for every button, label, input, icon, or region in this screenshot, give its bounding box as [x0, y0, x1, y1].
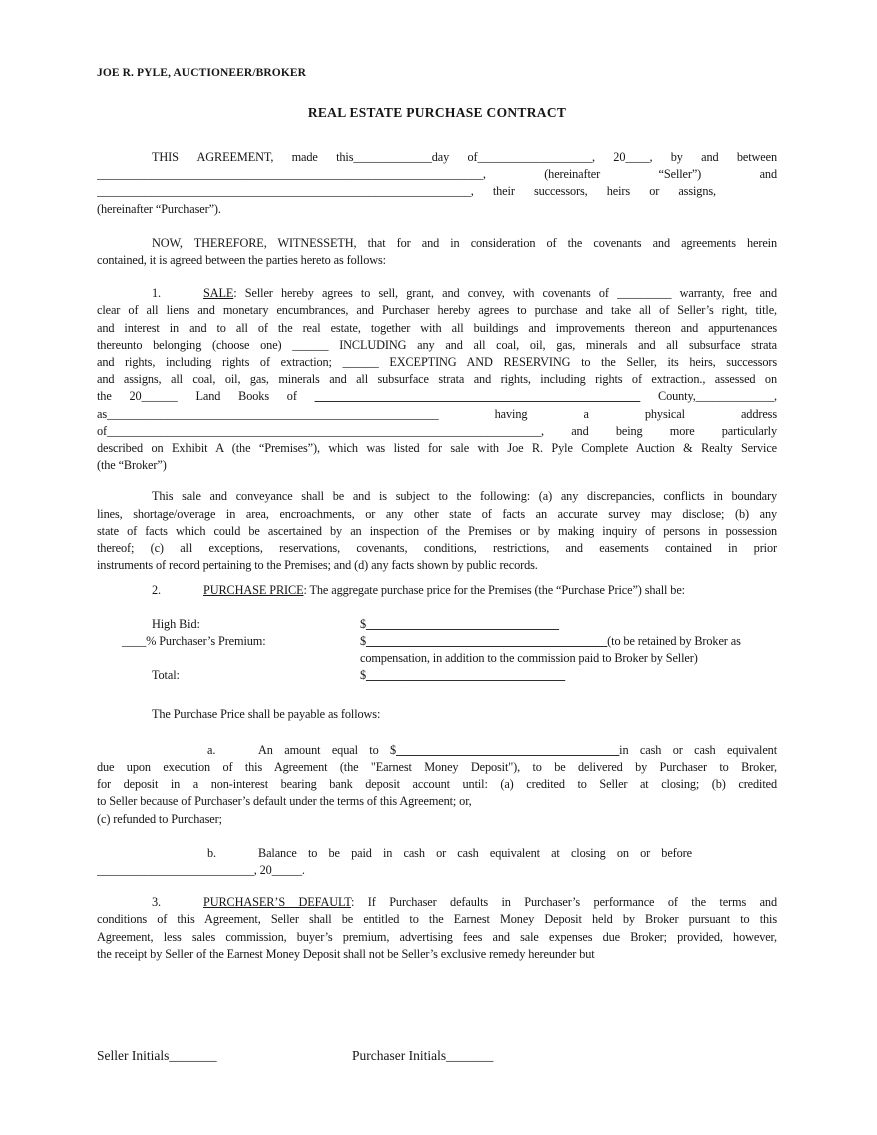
doc-line — [97, 423, 777, 440]
doc-text: County,_____________, — [640, 389, 777, 404]
doc-line — [97, 523, 777, 540]
price-table — [97, 616, 777, 685]
doc-line — [97, 811, 777, 828]
doc-text: the receipt by Seller of the Earnest Money Deposit shall not be Seller’s exclusive remedy hereunder but — [97, 946, 595, 961]
doc-line — [97, 845, 692, 862]
section-2-purchase-price — [97, 582, 777, 599]
doc-text: $ — [360, 633, 367, 648]
doc-text: ____% Purchaser’s Premium: — [122, 633, 266, 648]
doc-line — [97, 388, 777, 405]
doc-text: $ — [360, 668, 367, 683]
doc-text: (the “Broker”) — [97, 458, 167, 473]
doc-text: ________________________________ — [366, 616, 559, 631]
doc-text: b. — [207, 845, 216, 860]
doc-text: ______________________________________________________________, their successors, heirs or assigns, — [97, 184, 716, 199]
doc-text: to Seller because of Purchaser’s default under the terms of this Agreement; or, — [97, 794, 472, 809]
doc-text: for deposit in a non-interest bearing bank deposit account until: (a) credited to Seller at closing; (b) credited — [97, 777, 777, 792]
section-3-purchasers-default — [97, 894, 777, 963]
doc-line — [97, 506, 777, 523]
payable-clause — [97, 706, 777, 723]
doc-text: ________________________________________ — [366, 633, 608, 648]
doc-text: instruments of record pertaining to the Premises; and (d) any facts shown by public records. — [97, 558, 538, 573]
witnesseth-clause — [97, 235, 777, 269]
doc-line — [97, 302, 777, 319]
doc-text: : If Purchaser defaults in Purchaser’s performance of the terms and — [351, 895, 777, 910]
doc-text: (to be retained by Broker as — [607, 633, 741, 648]
doc-text: 1. — [152, 286, 161, 301]
doc-text: clear of all liens and monetary encumbrances, and Purchaser hereby agrees to purchase and take all of Seller’s right, title, — [97, 303, 777, 318]
doc-text: in cash or cash equivalent — [619, 742, 777, 757]
doc-text: _________________________________ — [366, 668, 565, 683]
doc-line — [97, 650, 777, 667]
doc-line — [97, 557, 777, 574]
document-body — [97, 149, 777, 963]
doc-text: NOW, THEREFORE, WITNESSETH, that for and in consideration of the covenants and agreements herein — [152, 235, 777, 250]
conveyance-conditions — [97, 488, 777, 574]
doc-text: as_______________________________________________________ having a physical address — [97, 406, 777, 421]
seller-initials-line: Seller Initials_______ — [97, 1048, 217, 1063]
doc-line — [97, 582, 777, 599]
doc-line — [97, 166, 777, 183]
doc-text: The Purchase Price shall be payable as follows: — [152, 707, 381, 722]
doc-text: Agreement, less sales commission, buyer’s premium, advertising fees and sale expenses due Broker; provided, however, — [97, 929, 777, 944]
document-title: REAL ESTATE PURCHASE CONTRACT — [307, 105, 567, 120]
purchaser-initials-line: Purchaser Initials_______ — [352, 1048, 494, 1063]
section-heading: PURCHASE PRICE — [203, 583, 304, 598]
doc-text: Balance to be paid in cash or cash equivalent at closing on or before — [258, 845, 692, 860]
section-heading: SALE — [203, 286, 234, 301]
doc-line — [97, 776, 777, 793]
doc-line — [97, 457, 777, 474]
doc-line — [97, 862, 777, 879]
doc-text: : Seller hereby agrees to sell, grant, and convey, with covenants of _________ warranty, free and — [233, 286, 777, 301]
doc-line — [97, 759, 777, 776]
doc-line — [97, 252, 777, 269]
doc-text: ______________________________________________________ — [314, 389, 641, 404]
doc-line — [97, 706, 777, 723]
doc-line — [97, 354, 777, 371]
item-b-balance — [97, 845, 777, 879]
doc-line — [97, 929, 777, 946]
doc-line — [97, 149, 777, 166]
doc-line — [97, 320, 777, 337]
doc-line — [97, 440, 777, 457]
doc-text: This sale and conveyance shall be and is subject to the following: (a) any discrepancies, conflicts in boundary — [152, 489, 777, 504]
doc-line — [97, 911, 777, 928]
doc-line — [97, 201, 777, 218]
doc-line — [97, 540, 777, 557]
doc-text: Total: — [152, 668, 180, 683]
doc-text: contained, it is agreed between the parties hereto as follows: — [97, 253, 386, 268]
doc-text: ________________________________________________________________, (hereinafter “Seller”) and — [97, 167, 777, 182]
doc-text: __________________________, 20_____. — [97, 862, 305, 877]
doc-text: : The aggregate purchase price for the Premises (the “Purchase Price”) shall be: — [303, 583, 685, 598]
doc-line — [97, 235, 777, 252]
item-a-earnest-money — [97, 742, 777, 828]
doc-text: (hereinafter “Purchaser”). — [97, 201, 221, 216]
doc-text: lines, shortage/overage in area, encroachments, or any other state of facts an accurate survey may disclose; (b) any — [97, 506, 777, 521]
doc-text: An amount equal to $ — [258, 742, 397, 757]
doc-line — [97, 946, 777, 963]
intro-paragraph — [97, 149, 777, 218]
doc-text: compensation, in addition to the commission paid to Broker by Seller) — [360, 651, 698, 666]
doc-text: $ — [360, 616, 367, 631]
doc-text: _____________________________________ — [396, 742, 620, 757]
doc-line — [97, 488, 777, 505]
doc-text: state of facts which could be ascertained by an inspection of the Premises or by making inquiry of persons in possession — [97, 523, 777, 538]
doc-text: thereof; (c) all exceptions, reservations, covenants, conditions, restrictions, and easements contained in prior — [97, 541, 777, 556]
broker-header: JOE R. PYLE, AUCTIONEER/BROKER — [97, 67, 307, 79]
doc-line — [97, 371, 777, 388]
doc-text: described on Exhibit A (the “Premises”), which was listed for sale with Joe R. Pyle Complete Auction & Realty Service — [97, 441, 777, 456]
doc-text: High Bid: — [152, 616, 200, 631]
doc-text: 2. — [152, 583, 161, 598]
doc-text: and interest in and to all of the real estate, together with all buildings and improvements thereon and appurtenances — [97, 320, 777, 335]
doc-line — [97, 285, 777, 302]
doc-text: and assigns, all coal, oil, gas, minerals and all subsurface strata and rights, including rights of extraction., assessed on — [97, 372, 777, 387]
doc-line — [97, 894, 777, 911]
doc-text: THIS AGREEMENT, made this_____________day of___________________, 20____, by and between — [152, 150, 777, 164]
doc-line — [97, 633, 777, 650]
doc-text: the 20______ Land Books of — [97, 389, 315, 404]
doc-line — [97, 793, 777, 810]
doc-line — [97, 616, 777, 633]
doc-text: 3. — [152, 895, 161, 910]
doc-line — [97, 337, 777, 354]
doc-text: conditions of this Agreement, Seller shall be entitled to the Earnest Money Deposit held by Broker pursuant to this — [97, 912, 777, 927]
doc-text: a. — [207, 742, 216, 757]
doc-text: (c) refunded to Purchaser; — [97, 811, 222, 826]
doc-line — [97, 742, 777, 759]
doc-text: and rights, including rights of extraction; ______ EXCEPTING AND RESERVING to the Seller, its heirs, successors — [97, 355, 777, 370]
doc-line — [97, 406, 777, 423]
doc-text: due upon execution of this Agreement (the "Earnest Money Deposit"), to be delivered by Purchaser to Broker, — [97, 759, 777, 774]
doc-line — [97, 183, 716, 200]
doc-text: of________________________________________________________________________, and being more particularly — [97, 423, 777, 438]
section-heading: PURCHASER’S DEFAULT — [203, 895, 352, 910]
section-1-sale — [97, 285, 777, 474]
doc-text: thereunto belonging (choose one) ______ INCLUDING any and all coal, oil, gas, minerals and all subsurface strata — [97, 337, 777, 352]
doc-line — [97, 667, 777, 684]
